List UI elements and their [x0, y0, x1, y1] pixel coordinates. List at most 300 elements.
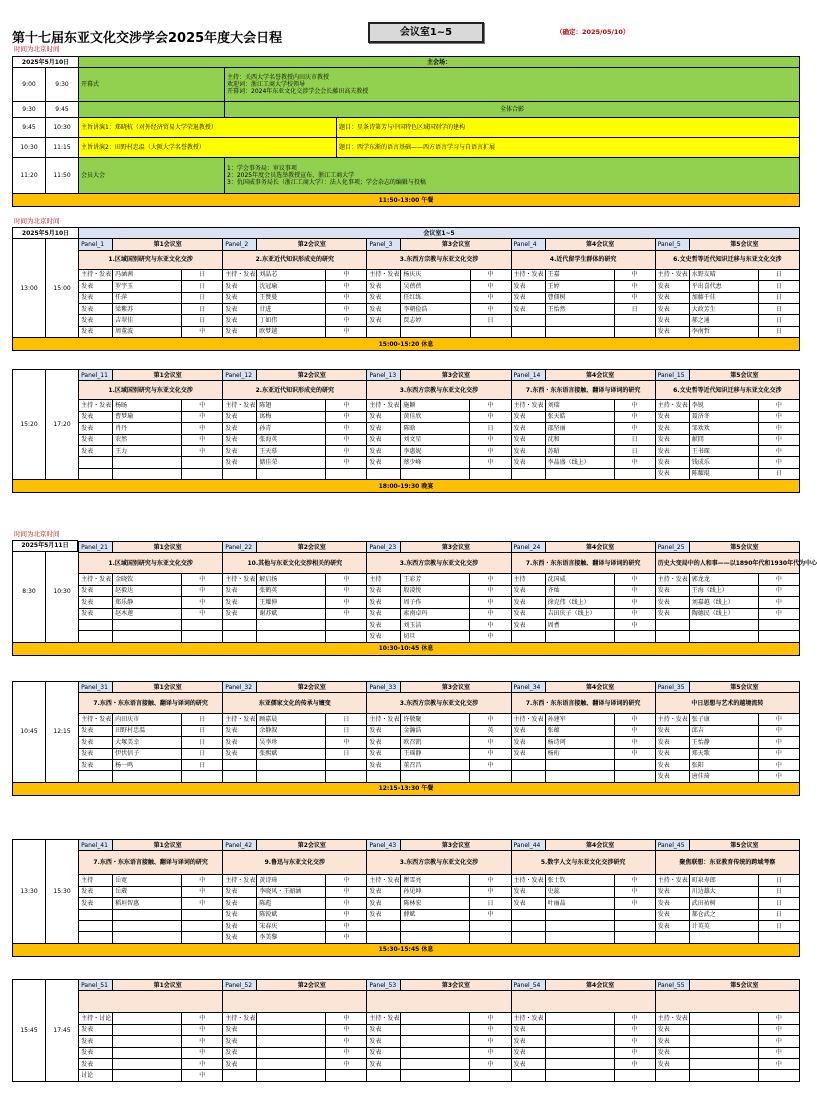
- participant-name: 黄诗琦: [257, 875, 326, 886]
- role-label: [79, 619, 113, 630]
- participant-name: [689, 1058, 758, 1069]
- panel-id: Panel_5: [655, 239, 689, 250]
- language-tag: [614, 468, 655, 479]
- language-tag: 日: [470, 315, 511, 326]
- room-label: 第2会议室: [257, 370, 367, 381]
- role-label: [511, 920, 545, 931]
- role-label: 发表: [79, 725, 113, 736]
- language-tag: 中: [758, 445, 799, 456]
- room-label: 第4会议室: [545, 980, 655, 991]
- role-label: 发表: [223, 1058, 257, 1069]
- role-label: 发表: [367, 303, 401, 314]
- role-label: [511, 315, 545, 326]
- language-tag: [470, 932, 511, 943]
- role-label: 发表: [511, 423, 545, 434]
- participant-name: 黄佳欣: [401, 411, 470, 422]
- participant-name: 贾志婷: [401, 315, 470, 326]
- language-tag: 中: [758, 759, 799, 770]
- break-row: 15:00-15:20 休息: [13, 338, 800, 351]
- language-tag: 日: [470, 898, 511, 909]
- participant-name: 吉翠佳: [113, 315, 182, 326]
- participant-name: 张子康: [689, 714, 758, 725]
- role-label: 发表: [655, 303, 689, 314]
- participant-name: 吴蓓蓓: [401, 281, 470, 292]
- participant-name: 田野村忠温: [113, 725, 182, 736]
- language-tag: [614, 1070, 655, 1081]
- participant-name: 李惠妮: [401, 445, 470, 456]
- role-label: 发表: [79, 315, 113, 326]
- role-label: 发表: [655, 281, 689, 292]
- time-start: 11:20: [13, 158, 46, 194]
- language-tag: [470, 326, 511, 337]
- language-tag: 日: [758, 886, 799, 897]
- language-tag: [182, 920, 223, 931]
- role-label: 发表: [223, 920, 257, 931]
- language-tag: 中: [326, 597, 367, 608]
- language-tag: 中: [182, 445, 223, 456]
- participant-name: 唐佳琦: [689, 771, 758, 782]
- role-label: 发表: [655, 898, 689, 909]
- role-label: [223, 759, 257, 770]
- language-tag: 中: [326, 909, 367, 920]
- room-label: 第2会议室: [257, 682, 367, 693]
- participant-name: 岳葳: [113, 886, 182, 897]
- participant-name: 水野友晴: [689, 269, 758, 280]
- role-label: 发表: [79, 434, 113, 445]
- participant-name: [545, 920, 614, 931]
- participant-name: [401, 1047, 470, 1058]
- role-label: 发表: [511, 585, 545, 596]
- language-tag: 中: [614, 737, 655, 748]
- role-label: [79, 457, 113, 468]
- panel-title: [655, 991, 799, 1013]
- participant-name: 张蕴: [545, 725, 614, 736]
- panel-title: 东亚儒家文化的传承与嬗变: [223, 693, 367, 714]
- participant-name: [545, 1058, 614, 1069]
- role-label: 发表: [511, 303, 545, 314]
- role-label: [367, 1070, 401, 1081]
- role-label: 主持・发表: [367, 1013, 401, 1024]
- panel-title: 1.区域国别研究与东亚文化交涉: [79, 250, 223, 269]
- language-tag: [614, 920, 655, 931]
- detail-line: 欢迎词：浙江工商大学校领导: [227, 81, 306, 89]
- language-tag: [182, 619, 223, 630]
- role-label: 发表: [367, 1036, 401, 1047]
- role-label: [655, 932, 689, 943]
- participant-name: [113, 1013, 182, 1024]
- participant-name: 陈耀琨: [689, 468, 758, 479]
- role-label: 发表: [223, 932, 257, 943]
- participant-name: [689, 631, 758, 642]
- participant-name: [113, 909, 182, 920]
- participant-name: 孙见坤: [401, 886, 470, 897]
- language-tag: 中: [614, 269, 655, 280]
- role-label: 发表: [511, 445, 545, 456]
- language-tag: 中: [182, 434, 223, 445]
- room-label: 第3会议室: [401, 370, 511, 381]
- participant-name: 解启扬: [257, 574, 326, 585]
- role-label: [367, 326, 401, 337]
- time-end: 11:15: [46, 138, 79, 158]
- role-label: 主持: [367, 574, 401, 585]
- timezone-note: 时间为北京时间: [14, 217, 60, 225]
- language-tag: 中: [470, 886, 511, 897]
- language-tag: 中: [758, 1024, 799, 1035]
- language-tag: 中: [326, 898, 367, 909]
- language-tag: 中: [182, 1070, 223, 1081]
- participant-name: 史蕊: [545, 886, 614, 897]
- role-label: 主持・发表: [655, 400, 689, 411]
- role-label: 主持・发表: [511, 875, 545, 886]
- role-label: 发表: [223, 411, 257, 422]
- participant-name: [401, 920, 470, 931]
- role-label: 发表: [223, 315, 257, 326]
- participant-name: [257, 771, 326, 782]
- role-label: 发表: [79, 303, 113, 314]
- participant-name: 王怡然: [545, 303, 614, 314]
- role-label: 发表: [511, 1036, 545, 1047]
- participant-name: 町泉寿郎: [689, 875, 758, 886]
- role-label: 发表: [655, 457, 689, 468]
- language-tag: [614, 932, 655, 943]
- language-tag: [326, 759, 367, 770]
- participant-name: 大塚美幸: [113, 737, 182, 748]
- language-tag: 中: [470, 748, 511, 759]
- role-label: 发表: [511, 597, 545, 608]
- language-tag: 中: [182, 1036, 223, 1047]
- role-label: [511, 759, 545, 770]
- role-label: 发表: [223, 1024, 257, 1035]
- time-end: 17:45: [46, 980, 79, 1082]
- participant-name: 平出喜代恵: [689, 281, 758, 292]
- role-label: 主持・发表: [511, 714, 545, 725]
- session-block: [12, 681, 800, 796]
- role-label: 主持・发表: [367, 714, 401, 725]
- language-tag: 日: [326, 748, 367, 759]
- language-tag: 中: [758, 457, 799, 468]
- language-tag: 中: [182, 1024, 223, 1035]
- participant-name: [545, 468, 614, 479]
- role-label: [655, 619, 689, 630]
- language-tag: 中: [470, 1024, 511, 1035]
- role-label: 发表: [655, 292, 689, 303]
- participant-name: [401, 1070, 470, 1081]
- language-tag: [758, 932, 799, 943]
- language-tag: 日: [326, 714, 367, 725]
- participant-name: 武田祐树: [689, 898, 758, 909]
- role-label: 发表: [223, 1036, 257, 1047]
- participant-name: 刘嘉越（线上）: [689, 597, 758, 608]
- participant-name: 任萍: [113, 292, 182, 303]
- role-label: 发表: [511, 748, 545, 759]
- language-tag: 中: [758, 434, 799, 445]
- time-start: 9:00: [13, 68, 46, 102]
- language-tag: 日: [326, 725, 367, 736]
- language-tag: 中: [182, 608, 223, 619]
- language-tag: [758, 631, 799, 642]
- time-start: 10:30: [13, 138, 46, 158]
- role-label: 发表: [367, 1024, 401, 1035]
- language-tag: 中: [758, 400, 799, 411]
- panel-id: Panel_34: [511, 682, 545, 693]
- role-label: 发表: [655, 920, 689, 931]
- role-label: 主持・发表: [655, 269, 689, 280]
- panel-id: Panel_24: [511, 542, 545, 553]
- language-tag: 中: [614, 748, 655, 759]
- language-tag: 中: [758, 585, 799, 596]
- time-end: 11:50: [46, 158, 79, 194]
- language-tag: 中: [182, 597, 223, 608]
- participant-name: 欧召凯: [401, 737, 470, 748]
- panel-id: Panel_52: [223, 980, 257, 991]
- language-tag: 中: [326, 457, 367, 468]
- language-tag: [614, 631, 655, 642]
- role-label: 发表: [223, 886, 257, 897]
- participant-name: 吴李珍: [257, 737, 326, 748]
- role-label: 发表: [223, 608, 257, 619]
- language-tag: 中: [326, 315, 367, 326]
- participant-name: [689, 1024, 758, 1035]
- role-label: 发表: [367, 445, 401, 456]
- language-tag: [182, 631, 223, 642]
- participant-name: 张士钦: [545, 875, 614, 886]
- language-tag: 中: [326, 737, 367, 748]
- participant-name: 岳宽: [113, 875, 182, 886]
- participant-name: [545, 631, 614, 642]
- time-start: 8:30: [13, 542, 46, 643]
- participant-name: 沈国威: [545, 574, 614, 585]
- role-label: 发表: [511, 619, 545, 630]
- role-label: 主持・发表: [79, 400, 113, 411]
- role-label: 发表: [655, 909, 689, 920]
- language-tag: 中: [326, 875, 367, 886]
- language-tag: 中: [326, 445, 367, 456]
- role-label: 主持・发表: [79, 574, 113, 585]
- language-tag: 中: [614, 875, 655, 886]
- participant-name: 赵木莲: [113, 608, 182, 619]
- role-label: 发表: [655, 411, 689, 422]
- room-label: 第3会议室: [401, 239, 511, 250]
- participant-name: 梁紫苏: [113, 303, 182, 314]
- role-label: 发表: [655, 423, 689, 434]
- detail-line: 2：2025年度会员选举教授宣布、浙江工商大学: [227, 172, 355, 180]
- room-label: 第1会议室: [113, 682, 223, 693]
- participant-name: 沈冠瑜: [257, 281, 326, 292]
- room-label: 第5会议室: [689, 840, 799, 851]
- language-tag: 中: [470, 714, 511, 725]
- participant-name: [113, 631, 182, 642]
- room-label: 第2会议室: [257, 239, 367, 250]
- participant-name: 内田庆市: [113, 714, 182, 725]
- participant-name: 肖丹: [113, 423, 182, 434]
- participant-name: 张鹤英: [257, 585, 326, 596]
- language-tag: [182, 468, 223, 479]
- language-tag: 中: [470, 608, 511, 619]
- room-label: 第4会议室: [545, 542, 655, 553]
- room-label: 第5会议室: [689, 542, 799, 553]
- role-label: 发表: [511, 608, 545, 619]
- panel-id: Panel_35: [655, 682, 689, 693]
- language-tag: 中: [470, 445, 511, 456]
- language-tag: 日: [758, 468, 799, 479]
- language-tag: 中: [326, 886, 367, 897]
- role-label: 发表: [655, 748, 689, 759]
- language-tag: [326, 468, 367, 479]
- role-label: 发表: [511, 1058, 545, 1069]
- role-label: 发表: [79, 1047, 113, 1058]
- participant-name: [113, 1058, 182, 1069]
- session-block: [12, 541, 817, 656]
- role-label: 发表: [79, 423, 113, 434]
- participant-name: 陈彪: [257, 898, 326, 909]
- language-tag: 中: [614, 886, 655, 897]
- participant-name: [257, 631, 326, 642]
- time-end: 15:00: [46, 239, 79, 338]
- participant-name: 许敬聚: [401, 714, 470, 725]
- role-label: 发表: [511, 737, 545, 748]
- role-label: 发表: [79, 326, 113, 337]
- panel-title: 1.区域国别研究与东亚文化交涉: [79, 381, 223, 400]
- role-label: 发表: [655, 1047, 689, 1058]
- role-label: 发表: [511, 1047, 545, 1058]
- participant-name: 陶德民（线上）: [689, 608, 758, 619]
- participant-name: 张海英: [257, 434, 326, 445]
- panel-id: Panel_42: [223, 840, 257, 851]
- participant-name: [545, 1013, 614, 1024]
- role-label: 发表: [367, 759, 401, 770]
- participant-name: 周耆: [545, 619, 614, 630]
- panel-title: 聚焦联想：东亚教育传统的跨域考察: [655, 851, 799, 875]
- language-tag: 中: [614, 714, 655, 725]
- participant-name: 陈林宏: [401, 898, 470, 909]
- participant-name: 徐克伟（线上）: [545, 597, 614, 608]
- room-label: 第3会议室: [401, 980, 511, 991]
- participant-name: 川边雄大: [689, 886, 758, 897]
- language-tag: 日: [758, 269, 799, 280]
- language-tag: 中: [326, 292, 367, 303]
- role-label: 发表: [655, 585, 689, 596]
- panel-id: Panel_31: [79, 682, 113, 693]
- session-name: 会员大会: [79, 158, 225, 194]
- language-tag: 中: [614, 585, 655, 596]
- role-label: 发表: [79, 737, 113, 748]
- language-tag: 中: [182, 1058, 223, 1069]
- panel-title: 6.文史哲等近代知识迁移与东亚文化交涉: [655, 381, 799, 400]
- language-tag: [326, 1070, 367, 1081]
- role-label: 主持・发表: [655, 714, 689, 725]
- room-label: 第1会议室: [113, 980, 223, 991]
- session-detail: 题目：西学东渐的语言基础——西方语言学习与自语言扩展: [337, 138, 800, 158]
- role-label: 发表: [223, 281, 257, 292]
- time-end: 9:45: [46, 102, 79, 118]
- role-label: 发表: [367, 748, 401, 759]
- participant-name: 殷凌悦: [401, 585, 470, 596]
- language-tag: 中: [470, 585, 511, 596]
- participant-name: [689, 1036, 758, 1047]
- participant-name: 李晶盛（线上）: [545, 457, 614, 468]
- language-tag: [182, 932, 223, 943]
- language-tag: 日: [470, 423, 511, 434]
- confirm-date: （确定：2025/05/10）: [556, 28, 630, 36]
- language-tag: 中: [614, 725, 655, 736]
- participant-name: [401, 1058, 470, 1069]
- role-label: 发表: [655, 468, 689, 479]
- role-label: 发表: [223, 303, 257, 314]
- language-tag: 中: [470, 597, 511, 608]
- role-label: 发表: [655, 771, 689, 782]
- panel-id: Panel_55: [655, 980, 689, 991]
- language-tag: [326, 771, 367, 782]
- participant-name: [113, 1036, 182, 1047]
- participant-name: 曹梦瑜: [113, 411, 182, 422]
- language-tag: [614, 759, 655, 770]
- participant-name: 蔡少峰: [401, 457, 470, 468]
- participant-name: [257, 1024, 326, 1035]
- role-label: [367, 920, 401, 931]
- room-label: 第1会议室: [113, 239, 223, 250]
- morning-schedule: [12, 56, 800, 207]
- role-label: [79, 932, 113, 943]
- panel-title: 2.东亚近代知识形成史的研究: [223, 250, 367, 269]
- participant-name: [113, 1024, 182, 1035]
- language-tag: 中: [182, 574, 223, 585]
- panel-id: Panel_25: [655, 542, 689, 553]
- role-label: 发表: [223, 898, 257, 909]
- participant-name: 加藤千佳: [689, 292, 758, 303]
- participant-name: 丁如伟: [257, 315, 326, 326]
- language-tag: 中: [758, 737, 799, 748]
- role-label: 发表: [367, 411, 401, 422]
- participant-name: 宋春庆: [257, 920, 326, 931]
- role-label: [511, 631, 545, 642]
- language-tag: 中: [470, 1013, 511, 1024]
- panel-id: Panel_44: [511, 840, 545, 851]
- language-tag: 中: [614, 574, 655, 585]
- panel-title: 3.东西方宗教与东亚文化交涉: [367, 851, 511, 875]
- role-label: 发表: [223, 434, 257, 445]
- role-label: 发表: [223, 423, 257, 434]
- participant-name: 王赞曼: [257, 292, 326, 303]
- role-label: 发表: [367, 457, 401, 468]
- participant-name: [113, 1070, 182, 1081]
- participant-name: 刘晶芯: [257, 269, 326, 280]
- role-label: 发表: [79, 597, 113, 608]
- language-tag: 中: [614, 1024, 655, 1035]
- role-label: [223, 619, 257, 630]
- language-tag: 中: [470, 434, 511, 445]
- role-label: 发表: [79, 411, 113, 422]
- role-label: [79, 631, 113, 642]
- participant-name: [545, 1070, 614, 1081]
- language-tag: 日: [182, 281, 223, 292]
- language-tag: 中: [470, 619, 511, 630]
- participant-name: 周子作: [401, 597, 470, 608]
- participant-name: 李锐: [689, 400, 758, 411]
- panel-title: 5.数字人文与东亚文化交涉研究: [511, 851, 655, 875]
- participant-name: [545, 932, 614, 943]
- role-label: 主持・发表: [367, 269, 401, 280]
- role-label: [511, 1070, 545, 1081]
- panel-title: [223, 991, 367, 1013]
- panel-title: [79, 991, 223, 1013]
- role-label: 发表: [367, 315, 401, 326]
- language-tag: 中: [470, 457, 511, 468]
- role-label: 发表: [367, 619, 401, 630]
- language-tag: 日: [614, 303, 655, 314]
- role-label: 发表: [655, 1058, 689, 1069]
- panel-id: Panel_23: [367, 542, 401, 553]
- role-label: 发表: [655, 434, 689, 445]
